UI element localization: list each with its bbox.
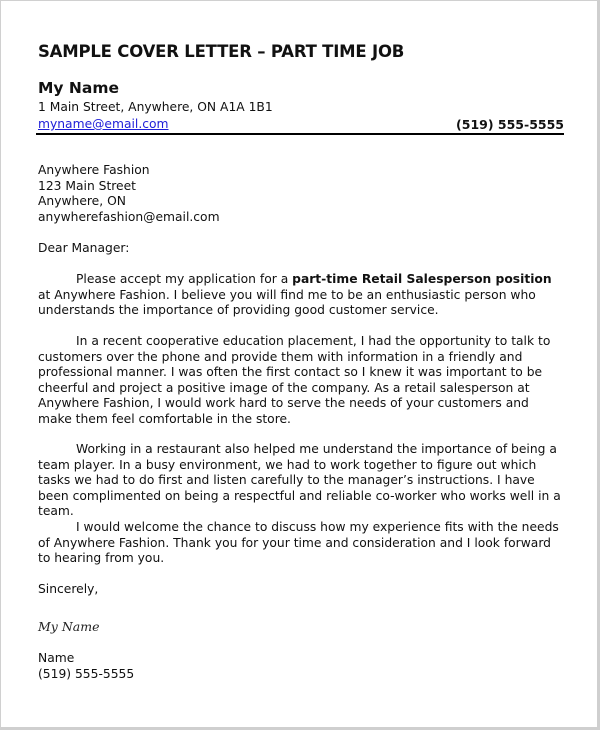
- sender-address: 1 Main Street, Anywhere, ON A1A 1B1: [38, 100, 273, 114]
- sender-phone: (519) 555-5555: [456, 117, 564, 132]
- body-paragraph-3: Working in a restaurant also helped me understand the importance of being a team player. In a busy environment, we had to work together to figure out which tasks we had to do first and listen carefully to the manager’s instructions. I have been complimented on being a respectful and reliable co-worker who works well in a team.: [38, 442, 561, 519]
- body-paragraph-2: In a recent cooperative education placement, I had the opportunity to talk to customers over the phone and provide them with information in a friendly and professional manner. I was often the first contact so I knew it was important to be cheerful and project a positive image of the company. As a retail salesperson at Anywhere Fashion, I would work hard to serve the needs of your customers and make them feel comfortable in the store.: [38, 334, 551, 426]
- body-paragraph-4: I would welcome the chance to discuss how my experience fits with the needs of Anywhere Fashion. Thank you for your time and consideration and I look forward to hearing from you.: [38, 520, 559, 566]
- paragraph-text: Please accept my application for a: [76, 272, 293, 286]
- salutation: Dear Manager:: [38, 241, 130, 255]
- recipient-street: 123 Main Street: [38, 178, 137, 193]
- position-highlight: part-time Retail Salesperson position: [292, 272, 552, 286]
- closing: Sincerely,: [38, 582, 99, 596]
- body-paragraph-1: [38, 272, 564, 319]
- recipient-address-block: [38, 163, 564, 225]
- signature: My Name: [38, 619, 100, 634]
- paragraph-text: at Anywhere Fashion. I believe you will find me to be an enthusiastic person who understands the importance of providing good customer service.: [38, 287, 536, 318]
- signoff-name: Name: [38, 651, 75, 665]
- recipient-company: Anywhere Fashion: [38, 163, 150, 177]
- signoff-block: [38, 651, 564, 682]
- sender-email-link[interactable]: myname@email.com: [38, 117, 169, 131]
- recipient-city: Anywhere, ON: [38, 194, 126, 209]
- signoff-phone: (519) 555-5555: [38, 666, 135, 681]
- header-divider: [36, 133, 564, 135]
- sender-name: My Name: [38, 79, 120, 97]
- document-title: SAMPLE COVER LETTER – PART TIME JOB: [38, 42, 405, 61]
- recipient-email: anywherefashion@email.com: [38, 209, 220, 224]
